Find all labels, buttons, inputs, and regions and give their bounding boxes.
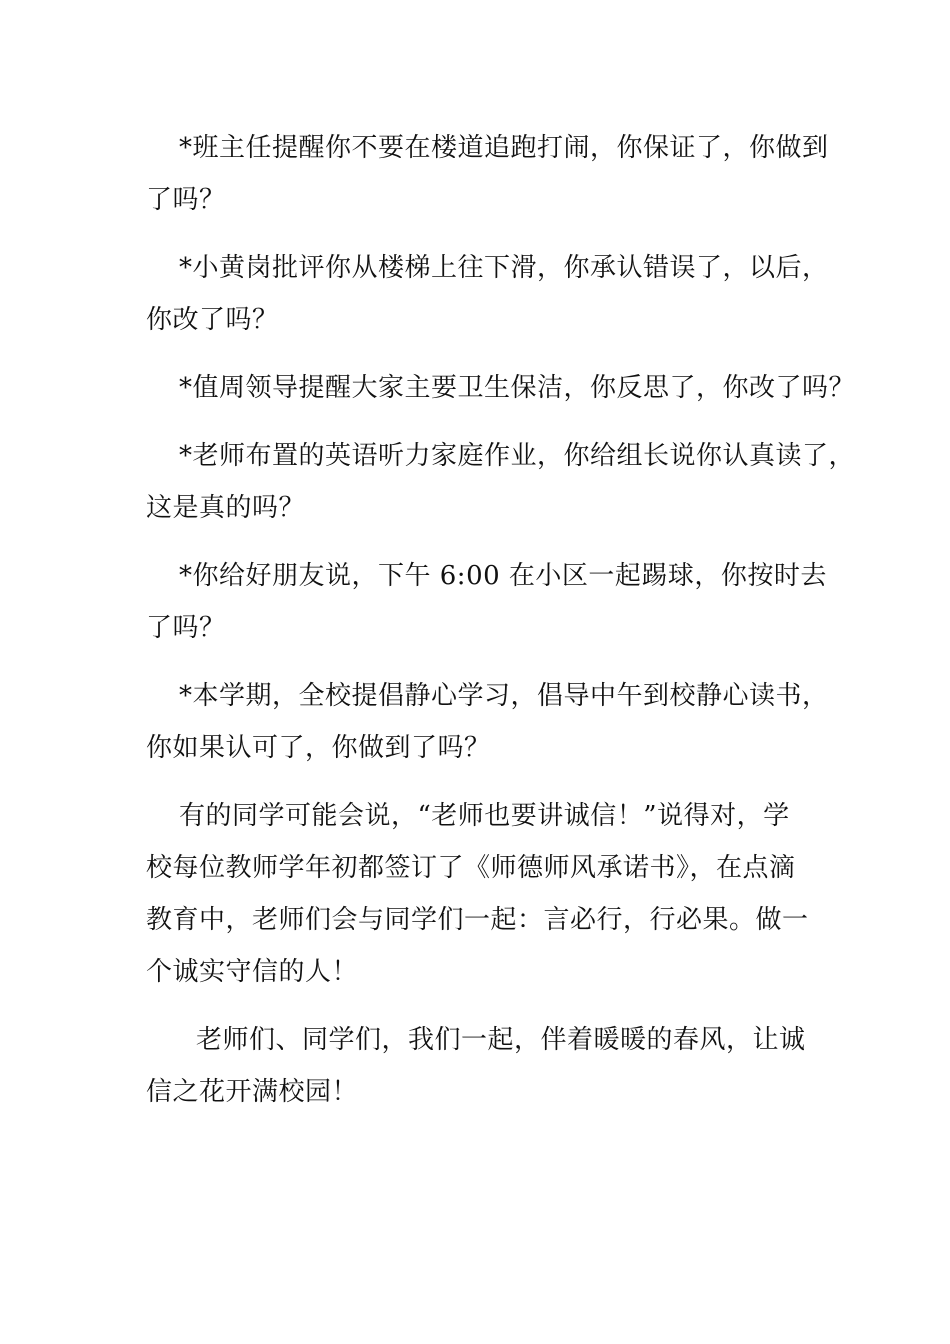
- text-line: 校每位教师学年初都签订了《师德师风承诺书》，在点滴: [146, 853, 796, 883]
- text-line: 你如果认可了，你做到了吗？: [146, 733, 491, 763]
- text-line: *班主任提醒你不要在楼道追跑打闹，你保证了，你做到: [179, 133, 829, 163]
- paragraph-hygiene: [146, 362, 856, 414]
- document-body: [146, 122, 856, 1118]
- text-line: 信之花开满校园！: [146, 1077, 359, 1107]
- paragraph-stairs-running: [146, 122, 829, 226]
- text-line: *值周领导提醒大家主要卫生保洁，你反思了，你改了吗？: [179, 373, 856, 403]
- text-line: 个诚实守信的人！: [146, 957, 359, 987]
- text-line: 教育中，老师们会与同学们一起：言必行，行必果。做一: [146, 905, 809, 935]
- paragraph-teacher-integrity: [146, 790, 826, 998]
- text-line: *本学期，全校提倡静心学习，倡导中午到校静心读书，: [179, 681, 829, 711]
- text-line: 了吗？: [146, 185, 226, 215]
- paragraph-english-homework: [146, 430, 856, 534]
- text-line: *老师布置的英语听力家庭作业，你给组长说你认真读了，: [179, 441, 856, 471]
- paragraph-quiet-reading: [146, 670, 829, 774]
- paragraph-football: [146, 550, 826, 654]
- text-line: 了吗？: [146, 613, 226, 643]
- text-line: 有的同学可能会说，“老师也要讲诚信！”说得对，学: [179, 801, 790, 831]
- paragraph-stair-sliding: [146, 242, 829, 346]
- text-line: 老师们、同学们，我们一起，伴着暖暖的春风，让诚: [196, 1025, 806, 1055]
- text-line: *小黄岗批评你从楼梯上往下滑，你承认错误了，以后，: [179, 253, 829, 283]
- text-line: 这是真的吗？: [146, 493, 306, 523]
- paragraph-closing: [146, 1014, 826, 1118]
- text-line: 你改了吗？: [146, 305, 279, 335]
- text-line: *你给好朋友说，下午 6:00 在小区一起踢球，你按时去: [179, 561, 827, 591]
